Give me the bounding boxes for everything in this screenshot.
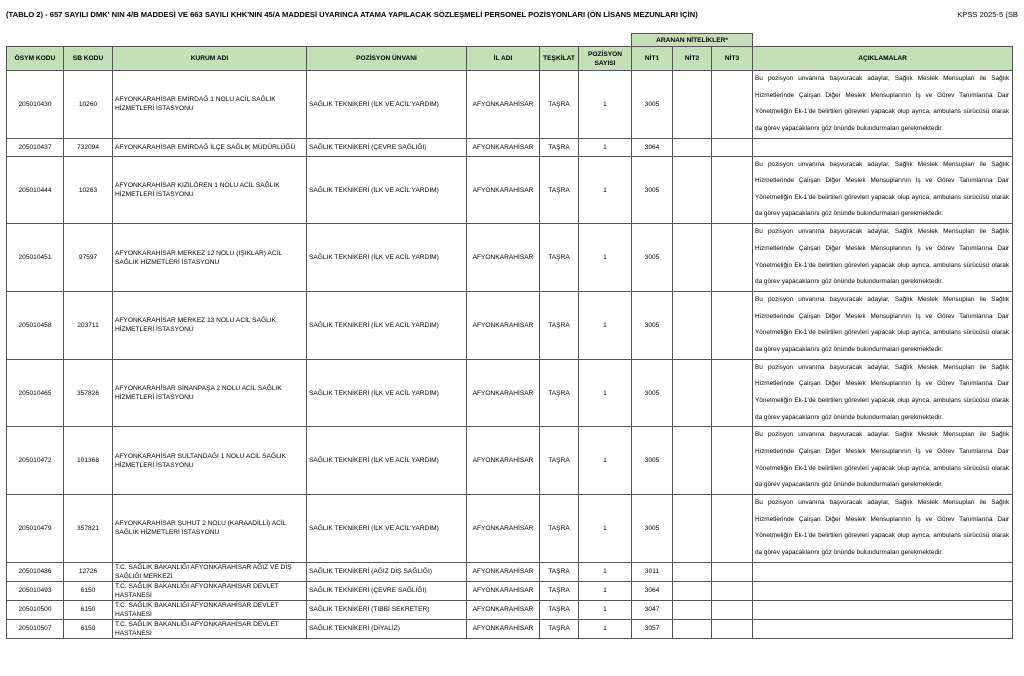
cell-aciklamalar [753, 138, 1013, 156]
cell-il-adi: AFYONKARAHİSAR [467, 495, 540, 563]
cell-nit2 [673, 581, 712, 600]
cell-pozisyon-sayisi: 1 [579, 600, 632, 619]
cell-aciklamalar: Bu pozisyon unvanına başvuracak adaylar, Sağlık Meslek Mensupları ile Sağlık Hizmetlerinde Çalışan Diğer Meslek Mensuplarının İş ve Görev Tanımlarına Dair Yönetmeliğin Ek-1'de belirtilen görevleri yapacak olup ayrıca, ambulans sürücüsü olarak da görev yapacaklarını göz önünde bulundurmaları gerekmektedir. [753, 224, 1013, 292]
cell-pozisyon-unvani: SAĞLIK TEKNİKERİ (DİYALİZ) [307, 619, 467, 638]
col-sb-kodu: SB KODU [64, 47, 113, 71]
col-teskilat: TEŞKİLAT [540, 47, 579, 71]
cell-nit3 [712, 71, 753, 139]
cell-nit1: 3005 [632, 495, 673, 563]
cell-aciklamalar [753, 600, 1013, 619]
cell-osym-kodu: 205010465 [7, 359, 64, 427]
cell-pozisyon-sayisi: 1 [579, 619, 632, 638]
cell-pozisyon-sayisi: 1 [579, 138, 632, 156]
cell-pozisyon-unvani: SAĞLIK TEKNİKERİ (İLK VE ACİL YARDIM) [307, 156, 467, 224]
cell-nit3 [712, 581, 753, 600]
col-il-adi: İL ADI [467, 47, 540, 71]
cell-aciklamalar: Bu pozisyon unvanına başvuracak adaylar, Sağlık Meslek Mensupları ile Sağlık Hizmetlerinde Çalışan Diğer Meslek Mensuplarının İş ve Görev Tanımlarına Dair Yönetmeliğin Ek-1'de belirtilen görevleri yapacak olup ayrıca, ambulans sürücüsü olarak da görev yapacaklarını göz önünde bulundurmaları gerekmektedir. [753, 427, 1013, 495]
cell-osym-kodu: 205010430 [7, 71, 64, 139]
cell-nit1: 3005 [632, 71, 673, 139]
cell-pozisyon-unvani: SAĞLIK TEKNİKERİ (İLK VE ACİL YARDIM) [307, 292, 467, 360]
cell-teskilat: TAŞRA [540, 292, 579, 360]
table-row [7, 495, 1013, 563]
cell-nit2 [673, 224, 712, 292]
cell-nit2 [673, 156, 712, 224]
cell-sb-kodu: 357826 [64, 359, 113, 427]
cell-nit3 [712, 138, 753, 156]
cell-nit3 [712, 619, 753, 638]
cell-il-adi: AFYONKARAHİSAR [467, 600, 540, 619]
nitelikler-group-header: ARANAN NİTELİKLER* [632, 34, 753, 47]
cell-aciklamalar: Bu pozisyon unvanına başvuracak adaylar, Sağlık Meslek Mensupları ile Sağlık Hizmetlerinde Çalışan Diğer Meslek Mensuplarının İş ve Görev Tanımlarına Dair Yönetmeliğin Ek-1'de belirtilen görevleri yapacak olup ayrıca, ambulans sürücüsü olarak da görev yapacaklarını göz önünde bulundurmaları gerekmektedir. [753, 292, 1013, 360]
col-kurum-adi: KURUM ADI [113, 47, 307, 71]
cell-nit3 [712, 156, 753, 224]
col-aciklamalar: AÇIKLAMALAR [753, 47, 1013, 71]
col-nit1: NİT1 [632, 47, 673, 71]
cell-kurum-adi: AFYONKARAHİSAR ŞUHUT 2 NOLU (KARAADİLLİ) ACİL SAĞLIK HİZMETLERİ İSTASYONU [113, 495, 307, 563]
cell-nit1: 3047 [632, 600, 673, 619]
cell-osym-kodu: 205010458 [7, 292, 64, 360]
cell-nit1: 3005 [632, 292, 673, 360]
cell-osym-kodu: 205010479 [7, 495, 64, 563]
cell-osym-kodu: 205010507 [7, 619, 64, 638]
cell-sb-kodu: 6150 [64, 600, 113, 619]
col-pozisyon-sayisi: POZİSYON SAYISI [579, 47, 632, 71]
cell-nit1: 3005 [632, 359, 673, 427]
cell-nit2 [673, 619, 712, 638]
table-header [7, 34, 1013, 71]
cell-nit2 [673, 71, 712, 139]
table-row [7, 619, 1013, 638]
cell-aciklamalar [753, 581, 1013, 600]
cell-il-adi: AFYONKARAHİSAR [467, 581, 540, 600]
table-row [7, 427, 1013, 495]
cell-kurum-adi: T.C. SAĞLIK BAKANLIĞI AFYONKARAHİSAR DEVLET HASTANESİ [113, 619, 307, 638]
cell-sb-kodu: 10263 [64, 156, 113, 224]
cell-nit2 [673, 427, 712, 495]
cell-kurum-adi: AFYONKARAHİSAR EMİRDAĞ 1 NOLU ACİL SAĞLIK HİZMETLERİ İSTASYONU [113, 71, 307, 139]
cell-il-adi: AFYONKARAHİSAR [467, 562, 540, 581]
table-row [7, 138, 1013, 156]
cell-sb-kodu: 12726 [64, 562, 113, 581]
cell-aciklamalar: Bu pozisyon unvanına başvuracak adaylar, Sağlık Meslek Mensupları ile Sağlık Hizmetlerinde Çalışan Diğer Meslek Mensuplarının İş ve Görev Tanımlarına Dair Yönetmeliğin Ek-1'de belirtilen görevleri yapacak olup ayrıca, ambulans sürücüsü olarak da görev yapacaklarını göz önünde bulundurmaları gerekmektedir. [753, 156, 1013, 224]
cell-pozisyon-unvani: SAĞLIK TEKNİKERİ (İLK VE ACİL YARDIM) [307, 427, 467, 495]
cell-osym-kodu: 205010500 [7, 600, 64, 619]
cell-pozisyon-sayisi: 1 [579, 156, 632, 224]
cell-pozisyon-unvani: SAĞLIK TEKNİKERİ (İLK VE ACİL YARDIM) [307, 359, 467, 427]
cell-teskilat: TAŞRA [540, 619, 579, 638]
cell-nit2 [673, 292, 712, 360]
col-nit3: NİT3 [712, 47, 753, 71]
cell-sb-kodu: 203711 [64, 292, 113, 360]
table-row [7, 562, 1013, 581]
cell-sb-kodu: 97597 [64, 224, 113, 292]
cell-sb-kodu: 10260 [64, 71, 113, 139]
exam-code: KPSS 2025-5 (SB [957, 10, 1018, 19]
table-title: (TABLO 2) - 657 SAYILI DMK' NIN 4/B MADDESİ VE 663 SAYILI KHK'NIN 45/A MADDESİ UYARINCA ATAMA YAPILACAK SÖZLEŞMELİ PERSONEL POZİSYONLARI (ÖN LİSANS MEZUNLARI İÇİN) [6, 10, 698, 19]
table-row [7, 359, 1013, 427]
cell-il-adi: AFYONKARAHİSAR [467, 427, 540, 495]
cell-nit3 [712, 495, 753, 563]
cell-pozisyon-unvani: SAĞLIK TEKNİKERİ (AĞIZ DİŞ SAĞLIĞI) [307, 562, 467, 581]
cell-pozisyon-sayisi: 1 [579, 495, 632, 563]
cell-osym-kodu: 205010437 [7, 138, 64, 156]
cell-pozisyon-sayisi: 1 [579, 71, 632, 139]
cell-il-adi: AFYONKARAHİSAR [467, 224, 540, 292]
cell-teskilat: TAŞRA [540, 600, 579, 619]
table-body [7, 71, 1013, 639]
cell-osym-kodu: 205010444 [7, 156, 64, 224]
cell-teskilat: TAŞRA [540, 495, 579, 563]
cell-nit1: 3057 [632, 619, 673, 638]
cell-nit2 [673, 562, 712, 581]
cell-pozisyon-sayisi: 1 [579, 359, 632, 427]
col-pozisyon-unvani: POZİSYON ÜNVANI [307, 47, 467, 71]
cell-kurum-adi: AFYONKARAHİSAR SİNANPAŞA 2 NOLU ACİL SAĞLIK HİZMETLERİ İSTASYONU [113, 359, 307, 427]
table-row [7, 581, 1013, 600]
cell-nit1: 3005 [632, 156, 673, 224]
cell-nit3 [712, 224, 753, 292]
cell-osym-kodu: 205010493 [7, 581, 64, 600]
cell-aciklamalar: Bu pozisyon unvanına başvuracak adaylar, Sağlık Meslek Mensupları ile Sağlık Hizmetlerinde Çalışan Diğer Meslek Mensuplarının İş ve Görev Tanımlarına Dair Yönetmeliğin Ek-1'de belirtilen görevleri yapacak olup ayrıca, ambulans sürücüsü olarak da görev yapacaklarını göz önünde bulundurmaları gerekmektedir. [753, 359, 1013, 427]
cell-osym-kodu: 205010472 [7, 427, 64, 495]
cell-kurum-adi: T.C. SAĞLIK BAKANLIĞI AFYONKARAHİSAR DEVLET HASTANESİ [113, 581, 307, 600]
cell-il-adi: AFYONKARAHİSAR [467, 619, 540, 638]
cell-nit2 [673, 495, 712, 563]
cell-sb-kodu: 357821 [64, 495, 113, 563]
cell-aciklamalar [753, 562, 1013, 581]
cell-teskilat: TAŞRA [540, 562, 579, 581]
col-nit2: NİT2 [673, 47, 712, 71]
cell-nit1: 3005 [632, 224, 673, 292]
cell-aciklamalar: Bu pozisyon unvanına başvuracak adaylar, Sağlık Meslek Mensupları ile Sağlık Hizmetlerinde Çalışan Diğer Meslek Mensuplarının İş ve Görev Tanımlarına Dair Yönetmeliğin Ek-1'de belirtilen görevleri yapacak olup ayrıca, ambulans sürücüsü olarak da görev yapacaklarını göz önünde bulundurmaları gerekmektedir. [753, 495, 1013, 563]
cell-kurum-adi: T.C. SAĞLIK BAKANLIĞI AFYONKARAHİSAR AĞIZ VE DİŞ SAĞLIĞI MERKEZİ [113, 562, 307, 581]
cell-aciklamalar: Bu pozisyon unvanına başvuracak adaylar, Sağlık Meslek Mensupları ile Sağlık Hizmetlerinde Çalışan Diğer Meslek Mensuplarının İş ve Görev Tanımlarına Dair Yönetmeliğin Ek-1'de belirtilen görevleri yapacak olup ayrıca, ambulans sürücüsü olarak da görev yapacaklarını göz önünde bulundurmaları gerekmektedir. [753, 71, 1013, 139]
cell-nit3 [712, 562, 753, 581]
cell-nit2 [673, 600, 712, 619]
cell-pozisyon-sayisi: 1 [579, 427, 632, 495]
cell-il-adi: AFYONKARAHİSAR [467, 292, 540, 360]
cell-aciklamalar [753, 619, 1013, 638]
cell-kurum-adi: T.C. SAĞLIK BAKANLIĞI AFYONKARAHİSAR DEVLET HASTANESİ [113, 600, 307, 619]
cell-kurum-adi: AFYONKARAHİSAR KIZILÖREN 1 NOLU ACİL SAĞLIK HİZMETLERİ İSTASYONU [113, 156, 307, 224]
table-row [7, 71, 1013, 139]
cell-sb-kodu: 6150 [64, 581, 113, 600]
cell-pozisyon-sayisi: 1 [579, 224, 632, 292]
cell-pozisyon-sayisi: 1 [579, 562, 632, 581]
cell-teskilat: TAŞRA [540, 359, 579, 427]
table-row [7, 156, 1013, 224]
cell-sb-kodu: 6150 [64, 619, 113, 638]
cell-osym-kodu: 205010486 [7, 562, 64, 581]
positions-table [6, 33, 1013, 639]
cell-kurum-adi: AFYONKARAHİSAR EMİRDAĞ İLÇE SAĞLIK MÜDÜRLÜĞÜ [113, 138, 307, 156]
cell-teskilat: TAŞRA [540, 224, 579, 292]
cell-pozisyon-unvani: SAĞLIK TEKNİKERİ (ÇEVRE SAĞLIĞI) [307, 138, 467, 156]
page-header [6, 10, 1018, 24]
cell-pozisyon-unvani: SAĞLIK TEKNİKERİ (ÇEVRE SAĞLIĞI) [307, 581, 467, 600]
cell-pozisyon-sayisi: 1 [579, 581, 632, 600]
cell-teskilat: TAŞRA [540, 71, 579, 139]
cell-nit1: 3064 [632, 581, 673, 600]
cell-kurum-adi: AFYONKARAHİSAR MERKEZ 13 NOLU ACİL SAĞLIK HİZMETLERİ İSTASYONU [113, 292, 307, 360]
table-row [7, 224, 1013, 292]
cell-pozisyon-unvani: SAĞLIK TEKNİKERİ (İLK VE ACİL YARDIM) [307, 495, 467, 563]
col-osym-kodu: ÖSYM KODU [7, 47, 64, 71]
cell-teskilat: TAŞRA [540, 581, 579, 600]
cell-nit2 [673, 359, 712, 427]
cell-il-adi: AFYONKARAHİSAR [467, 138, 540, 156]
table-row [7, 292, 1013, 360]
cell-nit2 [673, 138, 712, 156]
cell-teskilat: TAŞRA [540, 138, 579, 156]
cell-teskilat: TAŞRA [540, 427, 579, 495]
cell-pozisyon-unvani: SAĞLIK TEKNİKERİ (İLK VE ACİL YARDIM) [307, 71, 467, 139]
cell-kurum-adi: AFYONKARAHİSAR SULTANDAĞI 1 NOLU ACİL SAĞLIK HİZMETLERİ İSTASYONU [113, 427, 307, 495]
cell-il-adi: AFYONKARAHİSAR [467, 71, 540, 139]
cell-il-adi: AFYONKARAHİSAR [467, 156, 540, 224]
cell-pozisyon-unvani: SAĞLIK TEKNİKERİ (TIBBİ SEKRETER) [307, 600, 467, 619]
cell-nit1: 3064 [632, 138, 673, 156]
cell-pozisyon-sayisi: 1 [579, 292, 632, 360]
cell-nit1: 3005 [632, 427, 673, 495]
cell-il-adi: AFYONKARAHİSAR [467, 359, 540, 427]
cell-kurum-adi: AFYONKARAHİSAR MERKEZ 12 NOLU (IŞIKLAR) ACİL SAĞLIK HİZMETLERİ İSTASYONU [113, 224, 307, 292]
cell-nit1: 3011 [632, 562, 673, 581]
cell-nit3 [712, 292, 753, 360]
cell-teskilat: TAŞRA [540, 156, 579, 224]
table-row [7, 600, 1013, 619]
cell-osym-kodu: 205010451 [7, 224, 64, 292]
cell-sb-kodu: 101368 [64, 427, 113, 495]
cell-sb-kodu: 732094 [64, 138, 113, 156]
cell-nit3 [712, 427, 753, 495]
cell-pozisyon-unvani: SAĞLIK TEKNİKERİ (İLK VE ACİL YARDIM) [307, 224, 467, 292]
cell-nit3 [712, 600, 753, 619]
cell-nit3 [712, 359, 753, 427]
